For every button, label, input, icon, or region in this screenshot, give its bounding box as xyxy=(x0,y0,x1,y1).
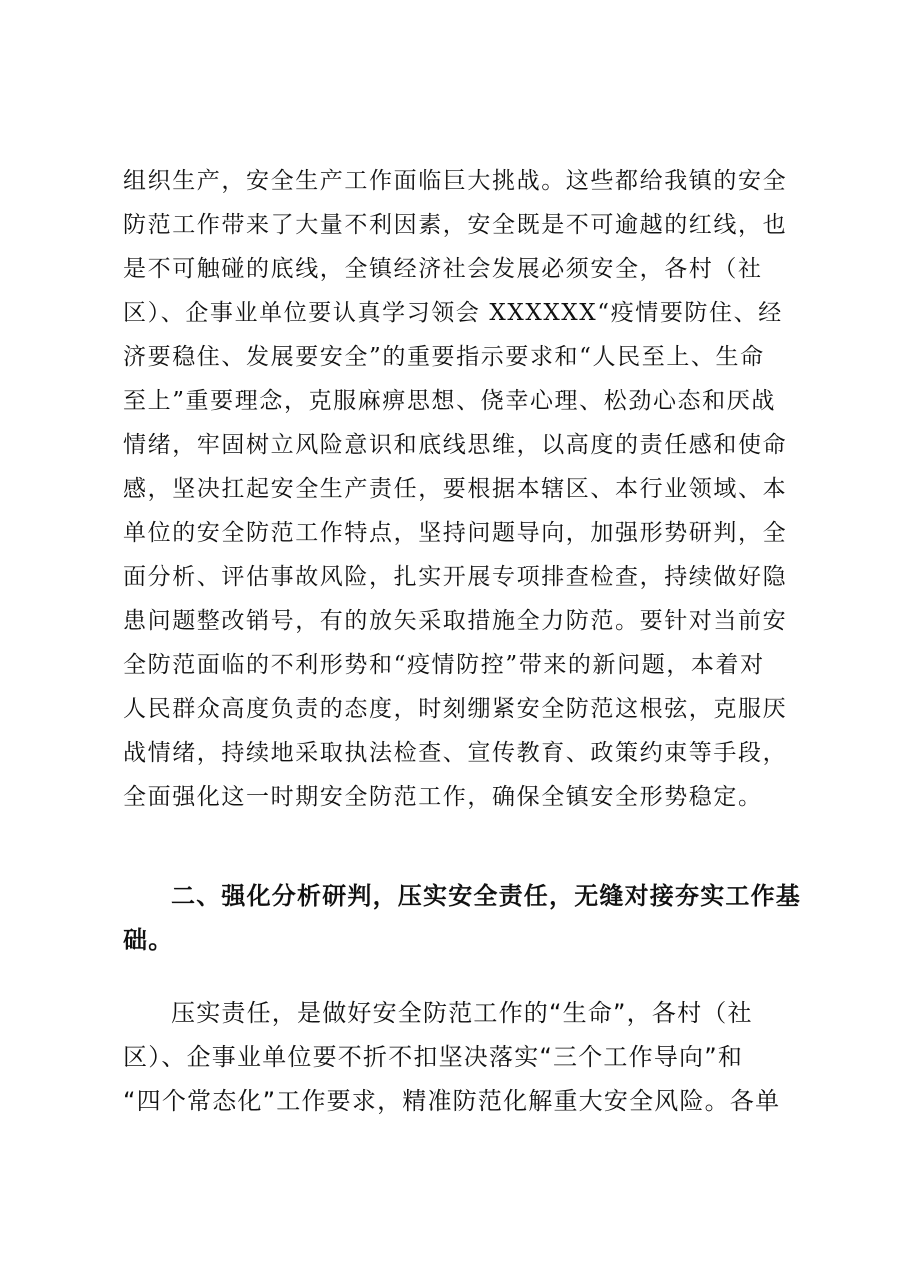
paragraph-line: 情绪，牢固树立风险意识和底线思维，以高度的责任感和使命 xyxy=(123,432,788,458)
paragraph-line: 是不可触碰的底线，全镇经济社会发展必须安全，各村（社 xyxy=(123,256,763,282)
body-paragraph-2 xyxy=(123,991,803,1123)
paragraph-line: 感，坚决扛起安全生产责任，要根据本辖区、本行业领域、本 xyxy=(123,476,788,502)
section-heading xyxy=(123,874,803,962)
paragraph-line: 防范工作带来了大量不利因素，安全既是不可逾越的红线，也 xyxy=(123,212,788,238)
paragraph-line: 压实责任，是做好安全防范工作的“生命”，各村（社 xyxy=(171,999,753,1027)
paragraph-line: 至上”重要理念，克服麻痹思想、侥幸心理、松劲心态和厌战 xyxy=(123,388,776,414)
paragraph-line: 战情绪，持续地采取执法检查、宣传教育、政策约束等手段， xyxy=(123,740,788,766)
paragraph-line: 组织生产，安全生产工作面临巨大挑战。这些都给我镇的安全 xyxy=(123,168,788,194)
paragraph-line: 单位的安全防范工作特点，坚持问题导向，加强形势研判，全 xyxy=(123,520,788,546)
paragraph-line: 济要稳住、发展要安全”的重要指示要求和“人民至上、生命 xyxy=(123,344,765,370)
paragraph-line: 区）、企事业单位要不折不扣坚决落实“三个工作导向”和 xyxy=(123,1043,744,1071)
heading-line: 础。 xyxy=(123,926,174,954)
paragraph-line: 区）、企事业单位要认真学习领会 XXXXXX“疫情要防住、经 xyxy=(123,300,783,326)
paragraph-line: “四个常态化”工作要求，精准防范化解重大安全风险。各单 xyxy=(123,1087,781,1115)
paragraph-line: 全防范面临的不利形势和“疫情防控”带来的新问题，本着对 xyxy=(123,652,765,678)
paragraph-line: 人民群众高度负责的态度，时刻绷紧安全防范这根弦，克服厌 xyxy=(123,696,788,722)
heading-line: 二、强化分析研判，压实安全责任，无缝对接夯实工作基 xyxy=(171,882,801,910)
body-paragraph-1 xyxy=(123,159,803,819)
paragraph-line: 面分析、评估事故风险，扎实开展专项排查检查，持续做好隐 xyxy=(123,564,788,590)
paragraph-line: 全面强化这一时期安全防范工作，确保全镇安全形势稳定。 xyxy=(123,784,763,810)
paragraph-line: 患问题整改销号，有的放矢采取措施全力防范。要针对当前安 xyxy=(123,608,788,634)
